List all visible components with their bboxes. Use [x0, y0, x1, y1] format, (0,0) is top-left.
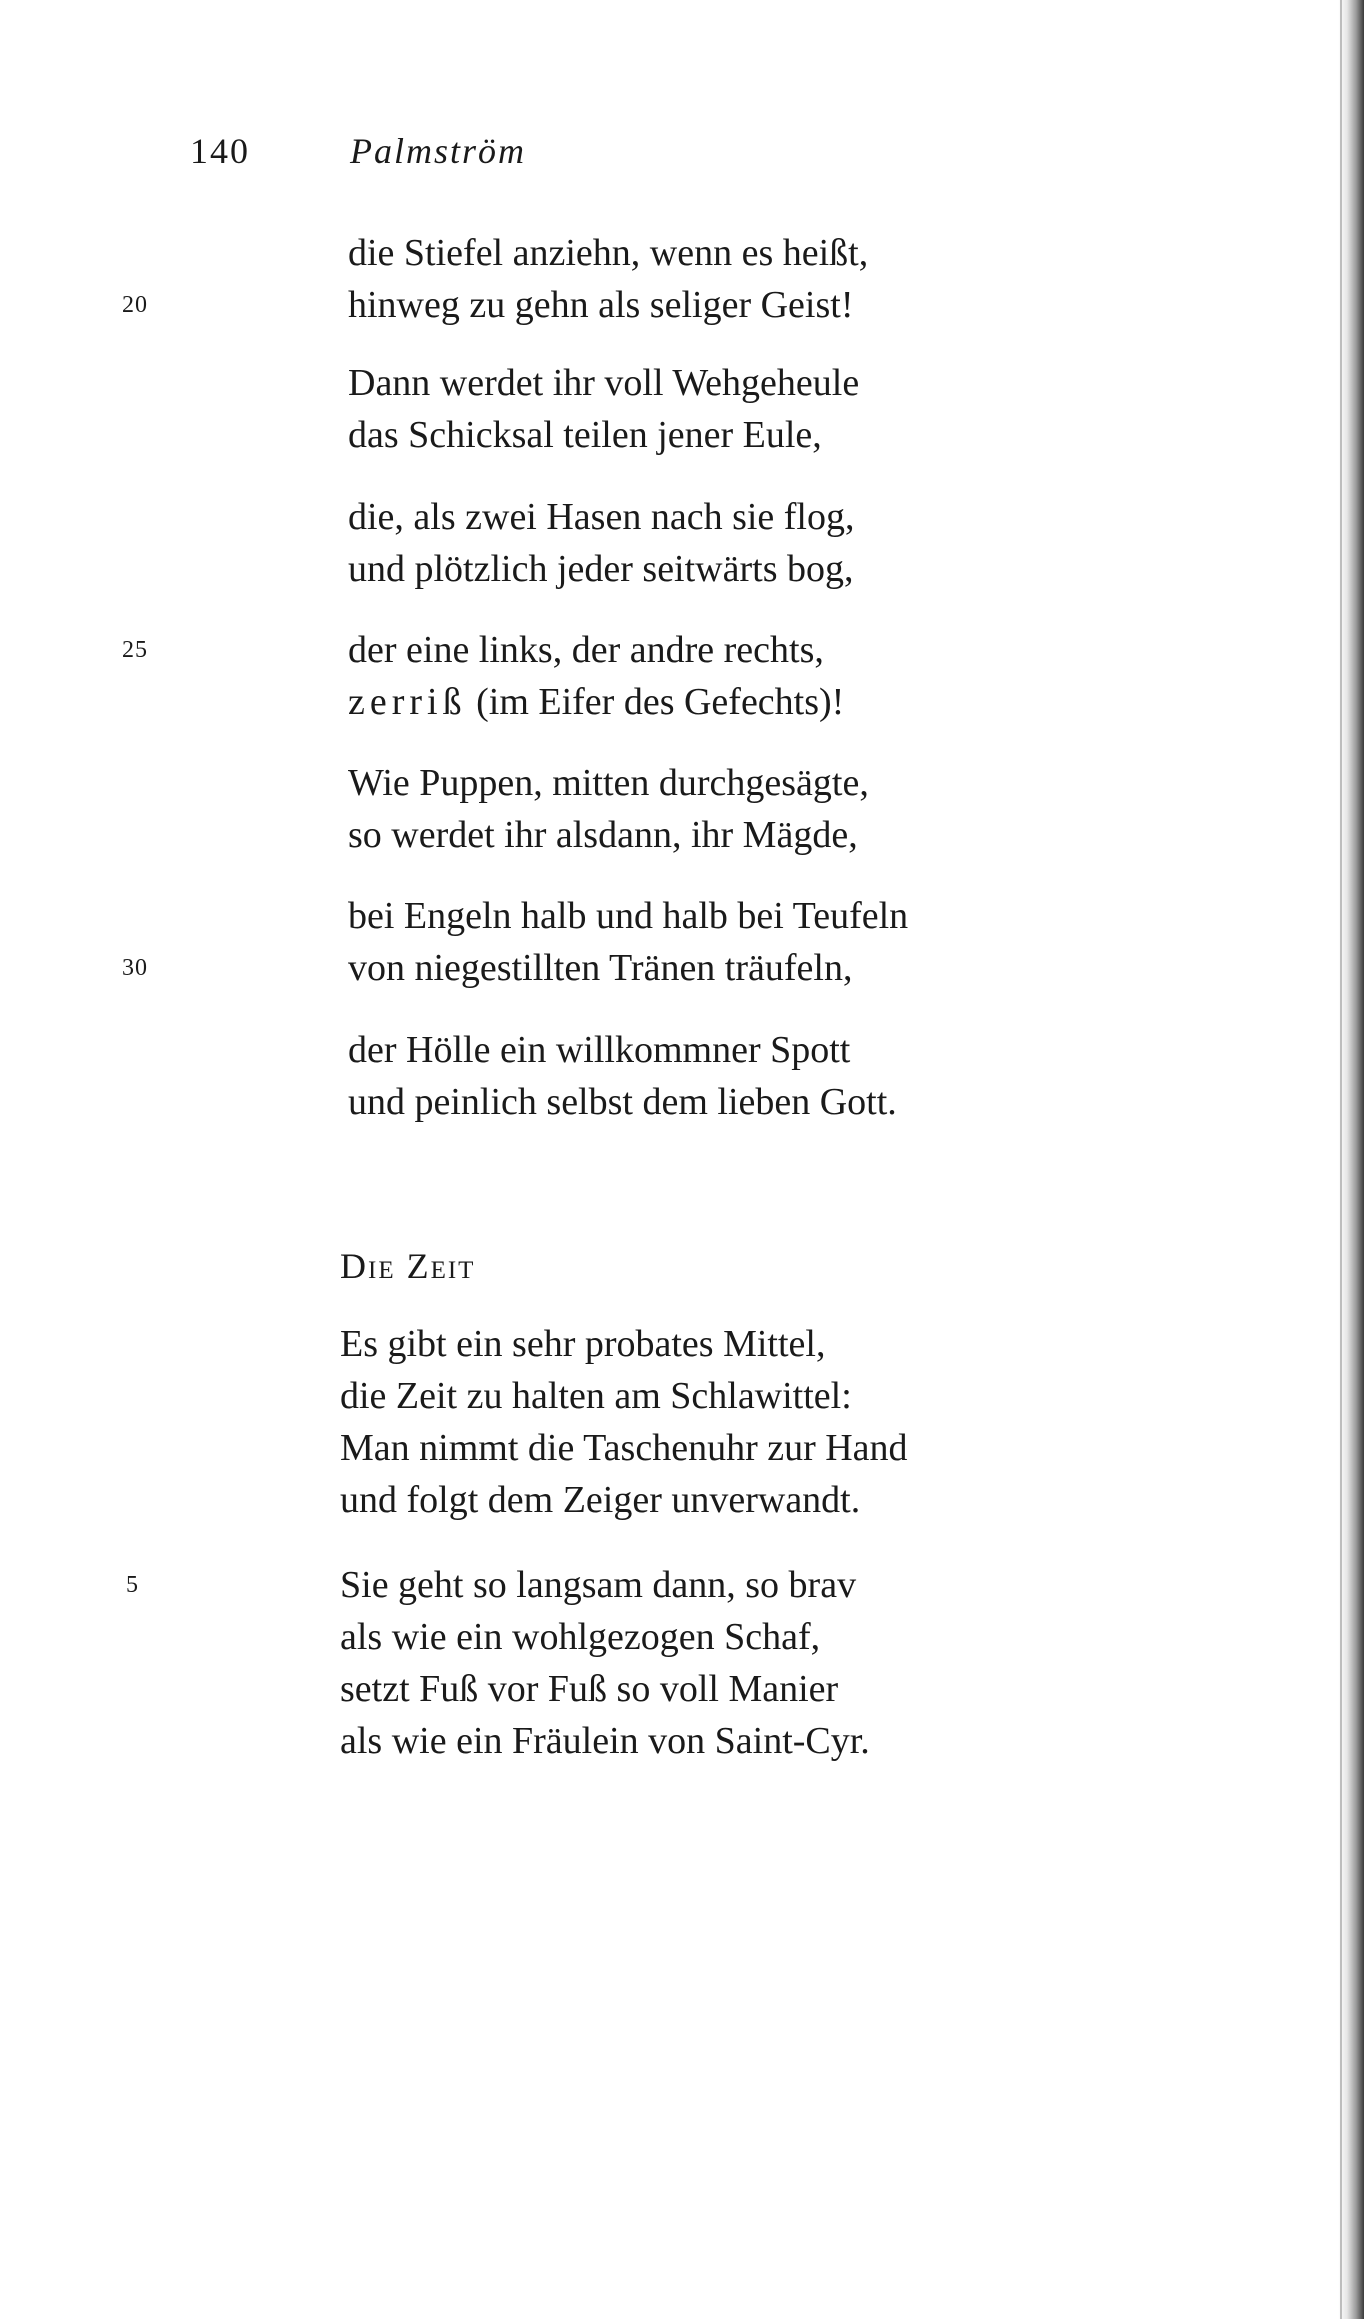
stanza — [0, 227, 1300, 331]
stanza — [0, 624, 1300, 728]
verse-line: die Zeit zu halten am Schlawittel: — [340, 1375, 852, 1417]
running-title: Palmström — [350, 131, 527, 171]
line-number: 5 — [126, 1572, 139, 1598]
verse-line: so werdet ihr alsdann, ihr Mägde, — [348, 814, 858, 856]
page-edge-line — [1340, 0, 1342, 2319]
stanza — [0, 1318, 1300, 1526]
verse-line: zerriß (im Eifer des Gefechts)! — [348, 681, 845, 723]
verse-line: Dann werdet ihr voll Wehgeheule — [348, 362, 860, 404]
verse-line: als wie ein Fräulein von Saint-Cyr. — [340, 1720, 870, 1762]
page-header — [0, 130, 1300, 190]
verse-line: 20 hinweg zu gehn als seliger Geist! — [0, 279, 1300, 331]
line-number: 20 — [122, 292, 148, 318]
verse-line: die, als zwei Hasen nach sie flog, — [348, 496, 855, 538]
stanza — [0, 890, 1300, 994]
stanza — [0, 1024, 1300, 1128]
stanza — [0, 491, 1300, 595]
verse-line: 25 der eine links, der andre rechts, — [0, 624, 1300, 676]
page-number: 140 — [190, 131, 250, 171]
verse-line: und plötzlich jeder seitwärts bog, — [348, 548, 854, 590]
verse-line: das Schicksal teilen jener Eule, — [348, 414, 822, 456]
line-number: 30 — [122, 955, 148, 981]
stanza — [0, 1559, 1300, 1767]
verse-line: der Hölle ein willkommner Spott — [348, 1029, 851, 1071]
verse-line: die Stiefel anziehn, wenn es heißt, — [348, 232, 869, 274]
verse-line: als wie ein wohlgezogen Schaf, — [340, 1616, 821, 1658]
stanza — [0, 757, 1300, 861]
verse-line: Es gibt ein sehr probates Mittel, — [340, 1323, 826, 1365]
verse-line: Man nimmt die Taschenuhr zur Hand — [340, 1427, 908, 1469]
verse-line: 5 Sie geht so langsam dann, so brav — [0, 1559, 1300, 1611]
verse-line: und folgt dem Zeiger unverwandt. — [340, 1479, 861, 1521]
verse-line: Wie Puppen, mitten durchgesägte, — [348, 762, 869, 804]
stanza — [0, 357, 1300, 461]
verse-line: und peinlich selbst dem lieben Gott. — [348, 1081, 897, 1123]
poem-title: Die Zeit — [340, 1246, 476, 1286]
verse-line: setzt Fuß vor Fuß so voll Manier — [340, 1668, 839, 1710]
verse-line: bei Engeln halb und halb bei Teufeln — [348, 895, 909, 937]
line-number: 25 — [122, 637, 148, 663]
verse-line: 30 von niegestillten Tränen träufeln, — [0, 942, 1300, 994]
spaced-word: zerriß — [348, 681, 467, 723]
